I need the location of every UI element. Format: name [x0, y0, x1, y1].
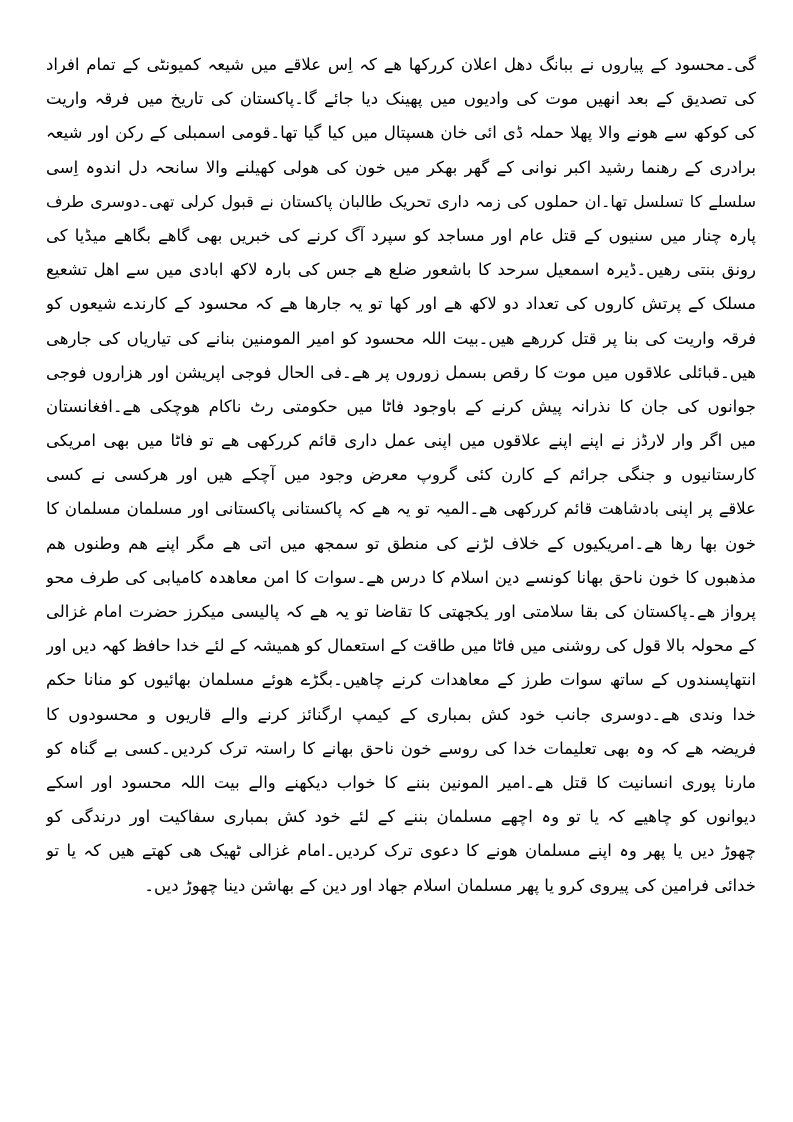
text-line: کی تصدیق کے بعد انھیں موت کی وادیوں میں پھینک دیا جائے گا۔پاکستان کی تاریخ میں فرقہ واریت: [46, 89, 756, 109]
document-page: [46, 48, 756, 1058]
text-line: انتھاپسندوں کے ساتھ سوات طرز کے معاھدات کرنے چاھیں۔بگڑے ھوئے مسلمان بھائیوں کو منانا حکم: [46, 670, 756, 690]
text-line: چھوڑ دیں یا پھر وہ اپنے مسلمان ھونے کا دعوی ترک کردیں۔امام غزالی ٹھیک ھی کھتے ھیں کہ یا تو: [46, 841, 756, 861]
body-paragraph: [46, 48, 756, 903]
text-line: برادری کے رھنما رشید اکبر نوانی کے گھر بھکر میں خون کی ھولی کھیلنے والا سانحہ دل اندوہ اِسی: [46, 157, 756, 177]
text-line: مسلک کے پرتش کاروں کی تعداد دو لاکھ ھے اور کھا تو یہ جارھا ھے کہ محسود کے کارندے شیعوں کو: [46, 294, 756, 314]
text-line: کارستانیوں و جنگی جرائم کے کارن کئی گروپ معرض وجود میں آچکے ھیں اور ھرکسی نے کسی: [46, 465, 756, 485]
text-line: خدا وندی ھے۔دوسری جانب خود کش بمباری کے کیمپ ارگنائز کرنے والے قاریوں و محسودوں کا: [46, 704, 756, 724]
text-line: رونق بنتی رھیں۔ڈیرہ اسمعیل سرحد کا باشعور ضلع ھے جس کی بارہ لاکھ ابادی میں سے اھل تشعیع: [46, 260, 756, 280]
text-line: فرقہ واریت کی بنا پر قتل کررھے ھیں۔بیت اللہ محسود کو امیر المومنین بنانے کی تیاریاں کی جارھی: [46, 328, 756, 348]
text-line: ھیں۔قبائلی علاقوں میں موت کا رقص بسمل زوروں پر ھے۔فی الحال فوجی اپریشن اور ھزاروں فوجی: [46, 362, 756, 382]
text-line: کی کوکھ سے ھونے والا پھلا حملہ ڈی ائی خان ھسپتال میں کیا گیا تھا۔قومی اسمبلی کے رکن اور شیعہ: [46, 123, 756, 143]
text-line: جوانوں کی جان کا نذرانہ پیش کرنے کے باوجود فاٹا میں حکومتی رٹ ناکام ھوچکی ھے۔افغانستان: [46, 396, 756, 416]
text-line: خدائی فرامین کی پیروی کرو یا پھر مسلمان اسلام جھاد اور دین کے بھاشن دینا چھوڑ دیں۔: [144, 875, 756, 895]
text-line: گی۔محسود کے پیاروں نے ببانگ دھل اعلان کررکھا ھے کہ اِس علاقے میں شیعہ کمیونٹی کے تمام افراد: [46, 55, 756, 74]
text-line: مذھبوں کا خون ناحق بھانا کونسے دین اسلام کا درس ھے۔سوات کا امن معاھدہ کامیابی کی طرف محو: [46, 567, 756, 587]
text-line: کے محولہ بالا قول کی روشنی میں فاٹا میں طاقت کے استعمال کو ھمیشہ کے لئے خدا حافظ کھہ دیں اور: [46, 636, 756, 656]
text-line: مارنا پوری انسانیت کا قتل ھے۔امیر المونین بننے کا خواب دیکھنے والے بیت اللہ محسود اور اسکے: [46, 772, 756, 792]
text-line: میں اگر وار لارڈز نے اپنے اپنے علاقوں میں اپنی عمل داری قائم کررکھی ھے تو فاٹا میں بھی امریکی: [46, 431, 756, 451]
text-line: فریضہ ھے کہ وہ بھی تعلیمات خدا کی روسے خون ناحق بھانے کا راستہ ترک کردیں۔کسی بے گناہ کو: [46, 738, 756, 758]
text-line: علاقے پر اپنی بادشاھت قائم کررکھی ھے۔المیہ تو یہ ھے کہ پاکستانی پاکستانی اور مسلمان مسلمان کا: [46, 499, 756, 519]
text-line: پارہ چنار میں سنیوں کے قتل عام اور مساجد کو سپرد آگ کرنے کی خبریں بھی گاھے بگاھے میڈیا کی: [46, 225, 756, 245]
text-line: پرواز ھے۔پاکستان کی بقا سلامتی اور یکجھتی کا تقاضا تو یہ ھے کہ پالیسی میکرز حضرت امام غزالی: [46, 602, 756, 621]
text-line: خون بھا رھا ھے۔امریکیوں کے خلاف لڑنے کی منطق تو سمجھ میں اتی ھے مگر اپنے ھم وطنوں ھم: [46, 533, 756, 553]
text-line: سلسلے کا تسلسل تھا۔ان حملوں کی زمہ داری تحریک طالبان پاکستان نے قبول کرلی تھی۔دوسری طرف: [46, 191, 756, 211]
text-line: دیوانوں کو چاھیے کہ یا تو وہ اچھے مسلمان بننے کے لئے خود کش بمباری سفاکیت اور درندگی کو: [46, 807, 756, 827]
